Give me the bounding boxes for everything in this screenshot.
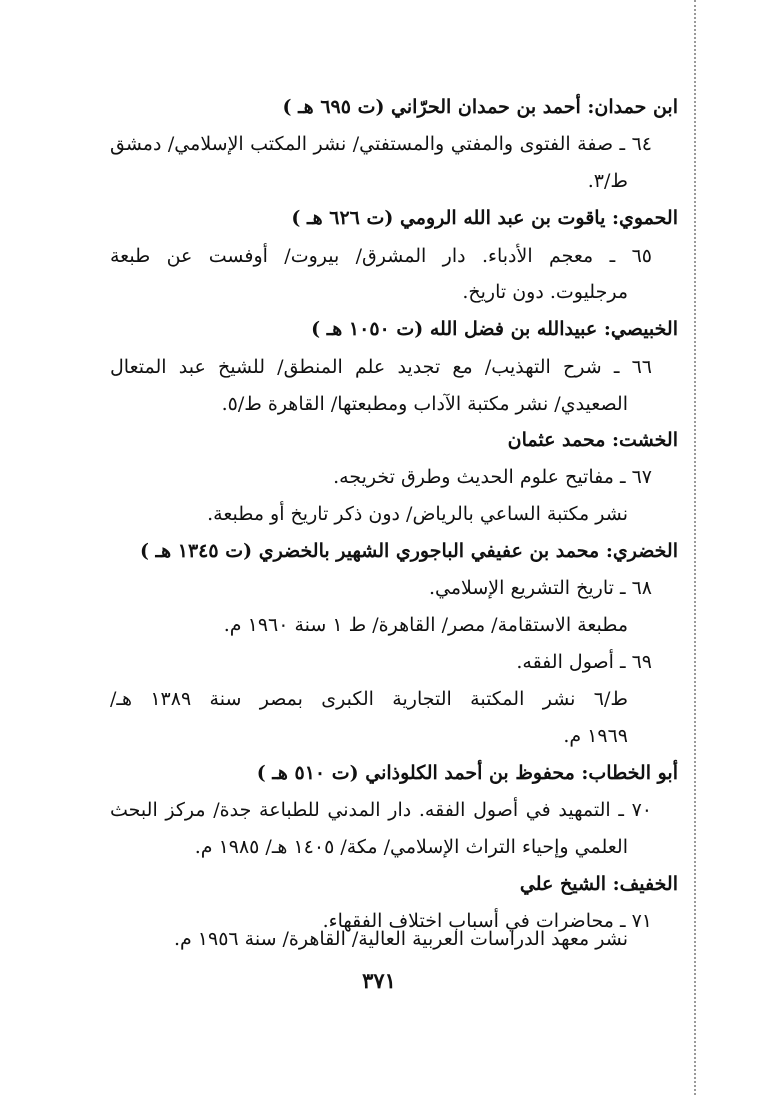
entry-69-cont-2: ١٩٦٩ م. (563, 725, 628, 747)
entry-66: ٦٦ ـ شرح التهذيب/ مع تجديد علم المنطق/ للشيخ عبد المتعال (110, 356, 652, 378)
entry-68-cont: مطبعة الاستقامة/ مصر/ القاهرة/ ط ١ سنة ١٩٦٠ م. (223, 614, 628, 636)
entry-65-cont: مرجليوت. دون تاريخ. (462, 281, 628, 303)
entry-70: ٧٠ ـ التمهيد في أصول الفقه. دار المدني للطباعة جدة/ مركز البحث (110, 799, 652, 821)
entry-68: ٦٨ ـ تاريخ التشريع الإسلامي. (428, 577, 652, 599)
binding-edge-dots (694, 0, 696, 1095)
entry-70-cont: العلمي وإحياء التراث الإسلامي/ مكة/ ١٤٠٥ هـ/ ١٩٨٥ م. (194, 836, 628, 858)
entry-67-cont: نشر مكتبة الساعي بالرياض/ دون ذكر تاريخ أو مطبعة. (207, 503, 628, 525)
entry-67: ٦٧ ـ مفاتيح علوم الحديث وطرق تخريجه. (333, 466, 652, 488)
entry-64: ٦٤ ـ صفة الفتوى والمفتي والمستفتي/ نشر المكتب الإسلامي/ دمشق (110, 133, 652, 155)
author-al-khudari: الخضري: محمد بن عفيفي الباجوري الشهير بالخضري (ت ١٣٤٥ هـ ) (139, 540, 678, 562)
entry-66-cont: الصعيدي/ نشر مكتبة الآداب ومطبعتها/ القاهرة ط/٥. (221, 393, 628, 415)
entry-69: ٦٩ ـ أصول الفقه. (516, 651, 652, 673)
entry-64-cont: ط/٣. (587, 170, 628, 192)
entry-65: ٦٥ ـ معجم الأدباء. دار المشرق/ بيروت/ أوفست عن طبعة (110, 245, 652, 267)
author-ibn-hamdan: ابن حمدان: أحمد بن حمدان الحرّاني (ت ٦٩٥ هـ ) (282, 96, 678, 118)
author-al-hamawi: الحموي: ياقوت بن عبد الله الرومي (ت ٦٢٦ هـ ) (291, 207, 678, 229)
entry-71-cont: نشر معهد الدراسات العربية العالية/ القاهرة/ سنة ١٩٥٦ م. (173, 928, 628, 950)
author-al-khafif: الخفيف: الشيخ علي (519, 873, 678, 895)
author-abu-al-khattab: أبو الخطاب: محفوظ بن أحمد الكلوذاني (ت ٥١٠ هـ ) (256, 762, 678, 784)
entry-71: ٧١ ـ محاضرات في أسباب اختلاف الفقهاء. (322, 910, 652, 932)
page-number: ٣٧١ (362, 968, 396, 993)
author-al-khabisi: الخبيصي: عبيدالله بن فضل الله (ت ١٠٥٠ هـ ) (311, 318, 678, 340)
entry-69-cont: ط/٦ نشر المكتبة التجارية الكبرى بمصر سنة ١٣٨٩ هـ/ (110, 688, 628, 710)
author-al-khasht: الخشت: محمد عثمان (507, 429, 678, 451)
